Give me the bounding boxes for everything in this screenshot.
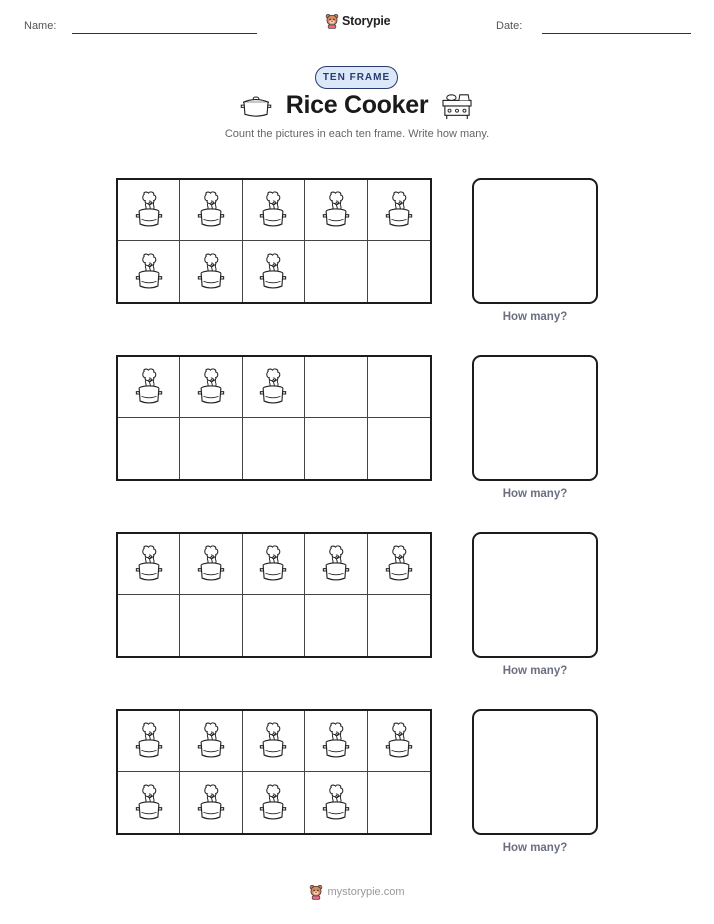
ten-frame-cell-filled [118,180,180,241]
storypie-mascot-icon [309,884,323,900]
storypie-mascot-icon [325,13,339,29]
ten-frame-cell-filled [180,180,242,241]
rice-cooker-icon [134,780,164,826]
ten-frame-cell-filled [368,711,430,772]
footer [0,884,714,900]
stove-icon [441,92,473,120]
rice-cooker-icon [384,718,414,764]
date-label: Date: [496,20,523,32]
rice-cooker-icon [321,780,351,826]
rice-cooker-icon [321,187,351,233]
answer-box[interactable] [472,709,598,835]
ten-frame-cell-filled [243,180,305,241]
brand-logo [325,13,390,29]
ten-frame [116,178,432,304]
rice-cooker-icon [321,718,351,764]
answer-box[interactable] [472,178,598,304]
rice-cooker-icon [134,364,164,410]
ten-frame-cell-filled [118,241,180,302]
ten-frame-cell-filled [180,711,242,772]
rice-cooker-icon [258,364,288,410]
ten-frame-cell-filled [180,534,242,595]
ten-frame-cell-empty [180,595,242,656]
ten-frame-cell-filled [118,772,180,833]
ten-frame-cell-filled [118,711,180,772]
ten-frame-cell-empty [305,357,367,418]
rice-cooker-icon [258,187,288,233]
answer-box[interactable] [472,355,598,481]
ten-frame-cell-filled [243,772,305,833]
rice-cooker-icon [196,364,226,410]
rice-cooker-icon [196,541,226,587]
how-many-label: How many? [502,842,568,854]
ten-frame-cell-filled [305,534,367,595]
ten-frame-cell-filled [180,241,242,302]
rice-cooker-icon [196,780,226,826]
ten-frame-cell-empty [368,595,430,656]
name-write-line[interactable] [72,33,257,34]
rice-cooker-icon [196,187,226,233]
ten-frame [116,355,432,481]
ten-frame-cell-filled [118,534,180,595]
ten-frame-cell-filled [243,241,305,302]
ten-frame-cell-filled [180,772,242,833]
name-label: Name: [24,20,57,32]
ten-frame-cell-filled [305,180,367,241]
ten-frame-cell-empty [305,241,367,302]
rice-cooker-icon [258,780,288,826]
rice-cooker-icon [134,187,164,233]
page-title: Rice Cooker [285,91,429,119]
rice-cooker-icon [258,249,288,295]
ten-frame-cell-empty [118,595,180,656]
ten-frame-cell-filled [243,711,305,772]
rice-cooker-icon [258,718,288,764]
ten-frame-cell-filled [243,357,305,418]
ten-frame-cell-empty [243,595,305,656]
ten-frame-cell-empty [368,357,430,418]
ten-frame-cell-empty [368,418,430,479]
ten-frame [116,532,432,658]
ten-frame [116,709,432,835]
ten-frame-cell-filled [305,772,367,833]
rice-cooker-icon [258,541,288,587]
ten-frame-cell-filled [368,180,430,241]
rice-cooker-icon [134,541,164,587]
ten-frame-cell-empty [305,595,367,656]
rice-cooker-icon [384,187,414,233]
ten-frame-cell-empty [180,418,242,479]
footer-url: mystorypie.com [327,886,405,898]
how-many-label: How many? [502,488,568,500]
rice-cooker-icon [321,541,351,587]
worksheet-type-badge: TEN FRAME [315,66,398,89]
brand-name: Storypie [342,14,391,28]
ten-frame-cell-empty [243,418,305,479]
ten-frame-cell-filled [180,357,242,418]
date-write-line[interactable] [542,33,691,34]
ten-frame-cell-filled [305,711,367,772]
rice-cooker-icon [384,541,414,587]
answer-box[interactable] [472,532,598,658]
rice-cooker-icon [196,249,226,295]
how-many-label: How many? [502,311,568,323]
ten-frame-cell-empty [305,418,367,479]
ten-frame-cell-filled [118,357,180,418]
ten-frame-cell-empty [118,418,180,479]
ten-frame-cell-filled [243,534,305,595]
ten-frame-cell-empty [368,772,430,833]
ten-frame-cell-empty [368,241,430,302]
how-many-label: How many? [502,665,568,677]
rice-cooker-icon [196,718,226,764]
rice-cooker-icon [134,249,164,295]
instructions: Count the pictures in each ten frame. Write how many. [224,128,490,140]
ten-frame-cell-filled [368,534,430,595]
rice-cooker-icon [134,718,164,764]
